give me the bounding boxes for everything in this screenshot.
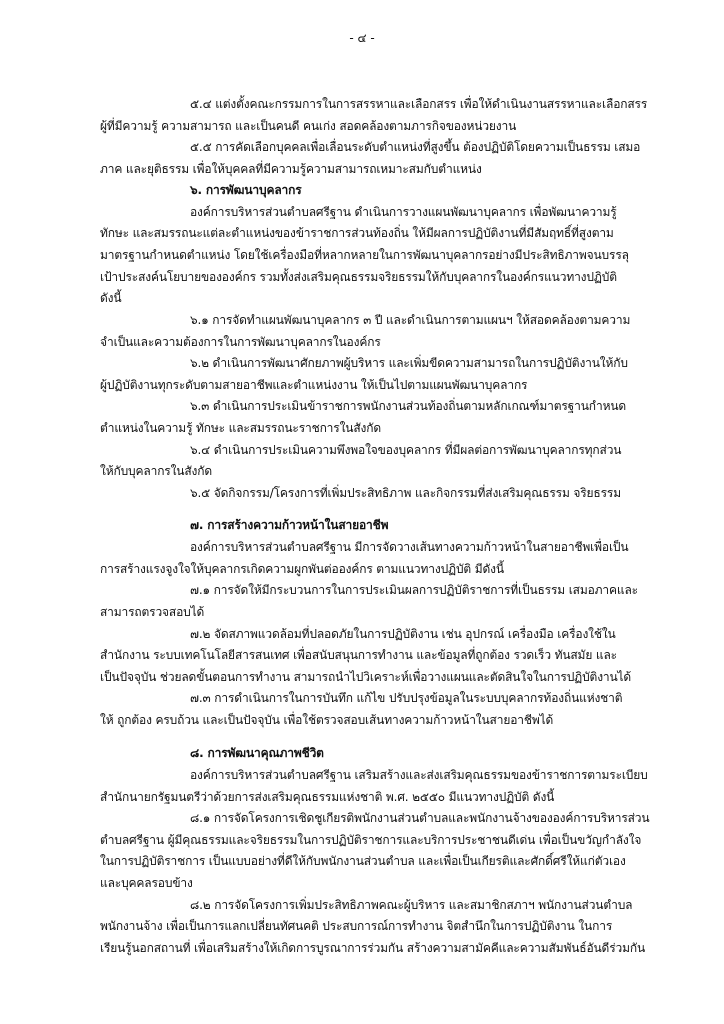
para-8-1-line: ในการปฏิบัติราชการ เป็นแบบอย่างที่ดีให้กับพนักงานส่วนตำบล และเพื่อเป็นเกียรติและศักดิ์ศรีให้แก่ตัวเอง bbox=[100, 854, 626, 868]
para-8-2-line: ๘.๒ การจัดโครงการเพิ่มประสิทธิภาพคณะผู้บริหาร และสมาชิกสภาฯ พนักงานส่วนตำบล bbox=[190, 898, 633, 912]
para-6-1-line: จำเป็นและความต้องการในการพัฒนาบุคลากรในองค์กร bbox=[100, 335, 381, 349]
para-6-3-line: ๖.๓ ดำเนินการประเมินข้าราชการพนักงานส่วนท้องถิ่นตามหลักเกณฑ์มาตรฐานกำหนด bbox=[190, 399, 627, 413]
para-7-2-line: เป็นปัจจุบัน ช่วยลดขั้นตอนการทำงาน สามารถนำไปวิเคราะห์เพื่อวางแผนและตัดสินใจในการปฏิบัติงานได้ bbox=[100, 670, 632, 684]
para-6-4-line: ๖.๔ ดำเนินการประเมินความพึงพอใจของบุคลากร ที่มีผลต่อการพัฒนาบุคลากรทุกส่วน bbox=[190, 443, 622, 457]
para-7-intro-line: องค์การบริหารส่วนตำบลศรีฐาน มีการจัดวางเส้นทางความก้าวหน้าในสายอาชีพเพื่อเป็น bbox=[190, 540, 629, 554]
para-6-3-line: ตำแหน่งในความรู้ ทักษะ และสมรรถนะราชการในสังกัด bbox=[100, 421, 381, 435]
page-number: - ๔ - bbox=[349, 31, 375, 45]
para-6-intro-line: องค์การบริหารส่วนตำบลศรีฐาน ดำเนินการวางแผนพัฒนาบุคลากร เพื่อพัฒนาความรู้ bbox=[190, 205, 617, 219]
para-8-1-line: ตำบลศรีฐาน ผู้มีคุณธรรมและจริยธรรมในการปฏิบัติราชการและบริการประชาชนดีเด่น เพื่อเป็นขวัญกำลังใจ bbox=[100, 833, 642, 847]
para-8-1-line: และบุคคลรอบข้าง bbox=[100, 876, 193, 890]
para-7-3-line: ให้ ถูกต้อง ครบถ้วน และเป็นปัจจุบัน เพื่อใช้ตรวจสอบเส้นทางความก้าวหน้าในสายอาชีพได้ bbox=[100, 713, 554, 727]
para-8-intro-line: สำนักนายกรัฐมนตรีว่าด้วยการส่งเสริมคุณธรรมแห่งชาติ พ.ศ. ๒๕๕๐ มีแนวทางปฏิบัติ ดังนี้ bbox=[100, 790, 555, 804]
para-7-3-line: ๗.๓ การดำเนินการในการบันทึก แก้ไข ปรับปรุงข้อมูลในระบบบุคลากรท้องถิ่นแห่งชาติ bbox=[190, 691, 623, 705]
para-8-intro-line: องค์การบริหารส่วนตำบลศรีฐาน เสริมสร้างและส่งเสริมคุณธรรมของข้าราชการตามระเบียบ bbox=[190, 768, 648, 782]
section-heading-8: ๘. การพัฒนาคุณภาพชีวิต bbox=[190, 746, 324, 760]
para-7-1-line: สามารถตรวจสอบได้ bbox=[100, 605, 205, 619]
para-7-1-line: ๗.๑ การจัดให้มีกระบวนการในการประเมินผลการปฏิบัติราชการที่เป็นธรรม เสมอภาคและ bbox=[190, 583, 638, 597]
para-8-1-line: ๘.๑ การจัดโครงการเชิดชูเกียรติพนักงานส่วนตำบลและพนักงานจ้างขององค์การบริหารส่วน bbox=[190, 811, 650, 825]
para-6-intro-line: มาตรฐานกำหนดตำแหน่ง โดยใช้เครื่องมือที่หลากหลายในการพัฒนาบุคลากรอย่างมีประสิทธิภาพจนบรรลุ bbox=[100, 248, 629, 262]
para-6-2-line: ผู้ปฏิบัติงานทุกระดับตามสายอาชีพและตำแหน่งงาน ให้เป็นไปตามแผนพัฒนาบุคลากร bbox=[100, 378, 528, 392]
para-7-2-line: ๗.๒ จัดสภาพแวดล้อมที่ปลอดภัยในการปฏิบัติงาน เช่น อุปกรณ์ เครื่องมือ เครื่องใช้ใน bbox=[190, 627, 616, 641]
section-heading-7: ๗. การสร้างความก้าวหน้าในสายอาชีพ bbox=[190, 518, 389, 532]
para-6-5-line: ๖.๕ จัดกิจกรรม/โครงการที่เพิ่มประสิทธิภาพ และกิจกรรมที่ส่งเสริมคุณธรรม จริยธรรม bbox=[190, 486, 621, 500]
para-6-intro-line: ดังนี้ bbox=[100, 291, 122, 305]
para-7-intro-line: การสร้างแรงจูงใจให้บุคลากรเกิดความผูกพันต่อองค์กร ตามแนวทางปฏิบัติ มีดังนี้ bbox=[100, 562, 504, 576]
para-6-intro-line: เป้าประสงค์นโยบายขององค์กร รวมทั้งส่งเสริมคุณธรรมจริยธรรมให้กับบุคลากรในองค์กรแนวทางปฏิบัติ bbox=[100, 270, 617, 284]
para-7-2-line: สำนักงาน ระบบเทคโนโลยีสารสนเทศ เพื่อสนับสนุนการทำงาน และข้อมูลที่ถูกต้อง รวดเร็ว ทันสมัย และ bbox=[100, 648, 617, 662]
para-8-2-line: เรียนรู้นอกสถานที่ เพื่อเสริมสร้างให้เกิดการบูรณาการร่วมกัน สร้างความสามัคคีและความสัมพันธ์อันดีร่วมกัน bbox=[100, 941, 646, 955]
para-6-1-line: ๖.๑ การจัดทำแผนพัฒนาบุคลากร ๓ ปี และดำเนินการตามแผนฯ ให้สอดคล้องตามความ bbox=[190, 313, 631, 327]
para-6-4-line: ให้กับบุคลากรในสังกัด bbox=[100, 464, 213, 478]
para-6-2-line: ๖.๒ ดำเนินการพัฒนาศักยภาพผู้บริหาร และเพิ่มขีดความสามารถในการปฏิบัติงานให้กับ bbox=[190, 356, 628, 370]
para-5-4-line: ๕.๔ แต่งตั้งคณะกรรมการในการสรรหาและเลือกสรร เพื่อให้ดำเนินงานสรรหาและเลือกสรร bbox=[190, 97, 648, 111]
para-5-4-line: ผู้ที่มีความรู้ ความสามารถ และเป็นคนดี คนเก่ง สอดคล้องตามภารกิจของหน่วยงาน bbox=[100, 119, 517, 133]
para-6-intro-line: ทักษะ และสมรรถนะแต่ละตำแหน่งของข้าราชการส่วนท้องถิ่น ให้มีผลการปฏิบัติงานที่มีสัมฤทธิ์ที่สูงตาม bbox=[100, 226, 614, 240]
para-5-5-line: ๕.๕ การคัดเลือกบุคคลเพื่อเลื่อนระดับตำแหน่งที่สูงขึ้น ต้องปฏิบัติโดยความเป็นธรรม เสมอ bbox=[190, 140, 641, 154]
para-8-2-line: พนักงานจ้าง เพื่อเป็นการแลกเปลี่ยนทัศนคติ ประสบการณ์การทำงาน จิตสำนึกในการปฏิบัติงาน ในการ bbox=[100, 919, 613, 933]
para-5-5-line: ภาค และยุติธรรม เพื่อให้บุคคลที่มีความรู้ความสามารถเหมาะสมกับตำแหน่ง bbox=[100, 162, 482, 176]
section-heading-6: ๖. การพัฒนาบุคลากร bbox=[190, 183, 302, 197]
